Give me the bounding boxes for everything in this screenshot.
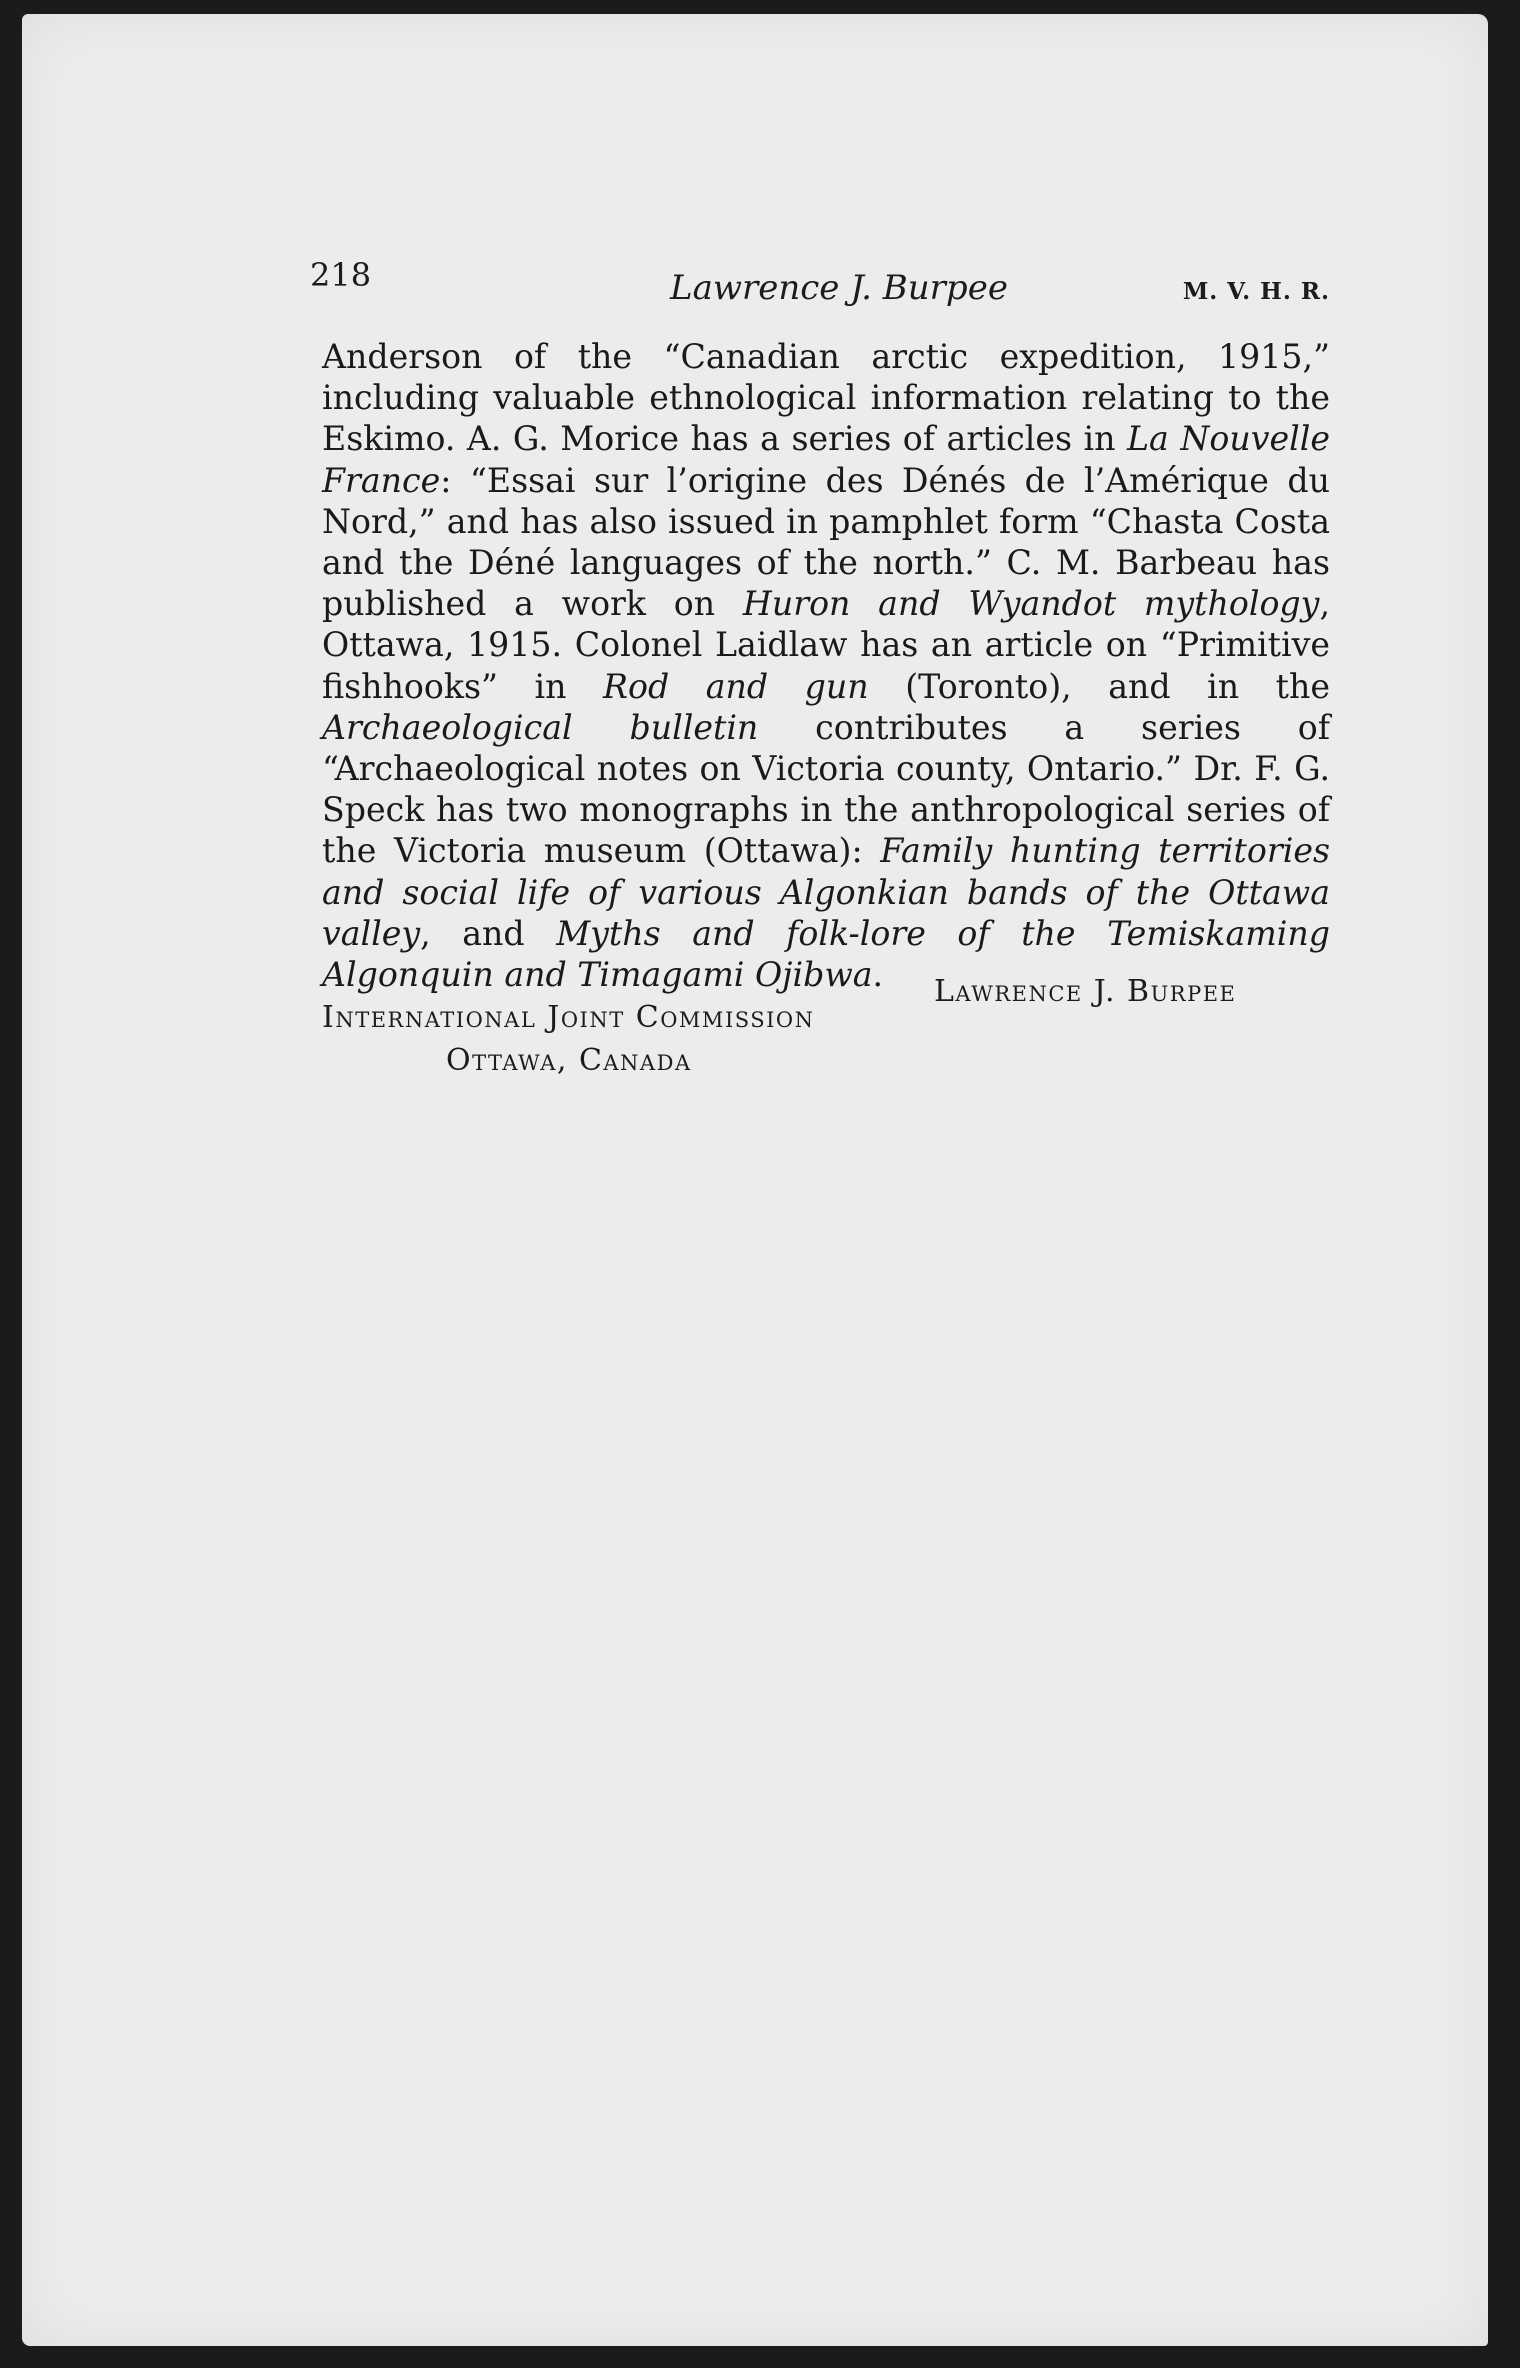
running-head bbox=[310, 244, 1330, 308]
text-run: Anderson of the “Canadian arctic expedition, 1915,” including valuable ethnological information relating to the Eskimo. A. G. Morice has a series of articles in bbox=[322, 337, 1330, 459]
italic-title: Family hunting territories and social life of various Algonkian bands of the Ottawa valley bbox=[322, 831, 1330, 953]
text-run: contributes a series of “Archaeological notes on Victoria county, Ontario.” Dr. F. G. Speck has two monographs in the anthropological series of the Victoria museum (Ottawa): bbox=[322, 707, 1330, 871]
page-number: 218 bbox=[310, 256, 372, 294]
italic-title: Archaeological bulletin bbox=[322, 707, 759, 747]
author-signature: Lawrence J. Burpee bbox=[934, 974, 1237, 1009]
author-affiliation bbox=[322, 1000, 842, 1078]
body-paragraph bbox=[322, 336, 1330, 995]
italic-title: Huron and Wyandot mythology bbox=[742, 584, 1320, 624]
text-run: (Toronto), and in the bbox=[868, 666, 1331, 706]
affiliation-location: Ottawa, Canada bbox=[446, 1043, 692, 1078]
journal-abbreviation: M. V. H. R. bbox=[1182, 278, 1330, 305]
italic-title: Rod and gun bbox=[603, 666, 869, 706]
italic-title: Myths and folk-lore of the Temiskaming Algonquin and Timagami Ojibwa bbox=[322, 913, 1330, 995]
running-head-author: Lawrence J. Burpee bbox=[670, 268, 1008, 308]
text-run: , Ottawa, 1915. Colonel Laidlaw has an article on “Primitive fishhooks” in bbox=[322, 584, 1330, 706]
book-page bbox=[22, 14, 1488, 2346]
text-run: , and bbox=[420, 913, 557, 953]
italic-title: La Nouvelle France bbox=[322, 419, 1330, 500]
affiliation-institution: International Joint Commission bbox=[322, 1000, 815, 1035]
text-run: . bbox=[872, 955, 884, 995]
text-run: : “Essai sur l’origine des Dénés de l’Amérique du Nord,” and has also issued in pamphlet form “Chasta Costa and the Déné languages of the north.” C. M. Barbeau has published a work on bbox=[322, 460, 1330, 624]
